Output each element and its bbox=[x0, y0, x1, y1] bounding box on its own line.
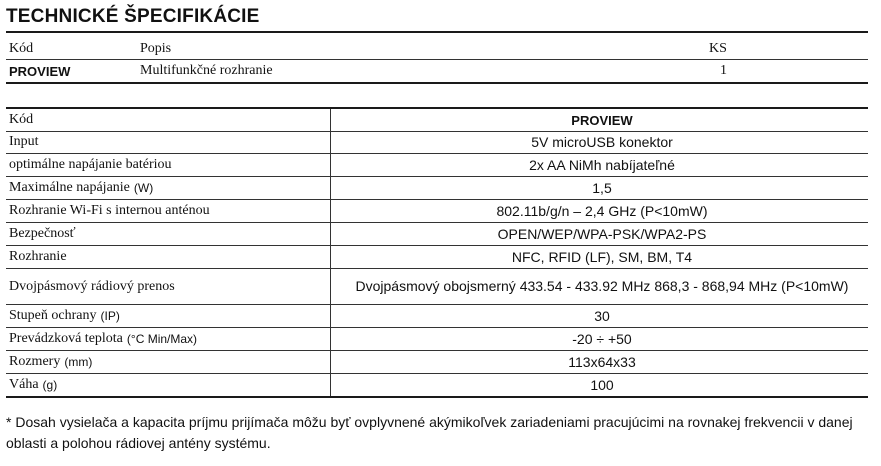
column-divider bbox=[330, 351, 331, 373]
summary-header-ks: KS bbox=[709, 41, 727, 56]
spec-value: 802.11b/g/n – 2,4 GHz (P<10mW) bbox=[496, 202, 708, 219]
column-divider bbox=[330, 305, 331, 327]
spec-label: Dvojpásmový rádiový prenos bbox=[9, 278, 175, 294]
spec-row bbox=[6, 328, 868, 351]
spec-row bbox=[6, 154, 868, 177]
spec-value: 100 bbox=[590, 376, 614, 393]
spec-value: 1,5 bbox=[592, 179, 612, 196]
spec-label: Bezpečnosť bbox=[9, 226, 76, 241]
column-divider bbox=[330, 109, 331, 131]
page-title: TECHNICKÉ ŠPECIFIKÁCIE bbox=[6, 6, 260, 27]
summary-product-row bbox=[6, 60, 868, 82]
footnote: * Dosah vysielača a kapacita príjmu prijímača môžu byť ovplyvnené akýmikoľvek zariadeniami pracujúcimi na rovnakej frekvencii v danej oblasti a polohou rádiovej antény systému. bbox=[6, 414, 853, 451]
spec-label: Váha (g) bbox=[9, 377, 58, 392]
spec-row bbox=[6, 374, 868, 398]
title-underline bbox=[6, 31, 868, 33]
summary-product-description: Multifunkčné rozhranie bbox=[140, 63, 273, 78]
spec-label: Prevádzková teplota (°C Min/Max) bbox=[9, 331, 198, 346]
spec-label: Rozhranie bbox=[9, 249, 67, 264]
spec-row bbox=[6, 131, 868, 154]
spec-label: Stupeň ochrany (IP) bbox=[9, 308, 120, 323]
column-divider bbox=[330, 154, 331, 176]
spec-header-value: PROVIEW bbox=[571, 112, 633, 128]
spec-label: Rozhranie Wi-Fi s internou anténou bbox=[9, 203, 210, 218]
column-divider bbox=[330, 200, 331, 222]
spec-label: optimálne napájanie batériou bbox=[9, 157, 172, 172]
spec-label: Rozmery (mm) bbox=[9, 354, 93, 369]
column-divider bbox=[330, 328, 331, 350]
summary-product-code: PROVIEW bbox=[9, 64, 71, 79]
spec-row bbox=[6, 351, 868, 374]
summary-bottom-rule bbox=[6, 82, 868, 84]
summary-header-row bbox=[6, 38, 868, 60]
spec-value: 113x64x33 bbox=[568, 353, 636, 370]
column-divider bbox=[330, 269, 331, 304]
summary-header-code: Kód bbox=[9, 41, 34, 56]
spec-row bbox=[6, 200, 868, 223]
column-divider bbox=[330, 131, 331, 153]
summary-header-description: Popis bbox=[140, 41, 172, 56]
spec-header-row bbox=[6, 107, 868, 132]
column-divider bbox=[330, 223, 331, 245]
summary-product-ks: 1 bbox=[720, 63, 727, 78]
spec-value: 30 bbox=[594, 307, 610, 324]
spec-value: -20 ÷ +50 bbox=[572, 330, 632, 347]
spec-row bbox=[6, 305, 868, 328]
spec-label: Maximálne napájanie (W) bbox=[9, 180, 154, 195]
spec-value: OPEN/WEP/WPA-PSK/WPA2-PS bbox=[497, 225, 707, 242]
spec-header-label: Kód bbox=[9, 112, 34, 127]
spec-row bbox=[6, 223, 868, 246]
spec-row bbox=[6, 246, 868, 269]
spec-value: Dvojpásmový obojsmerný 433.54 - 433.92 MHz 868,3 - 868,94 MHz (P<10mW) bbox=[355, 278, 849, 294]
spec-row bbox=[6, 269, 868, 305]
column-divider bbox=[330, 246, 331, 268]
spec-value: 5V microUSB konektor bbox=[531, 133, 673, 150]
column-divider bbox=[330, 177, 331, 199]
spec-value: 2x AA NiMh nabíjateľné bbox=[529, 156, 675, 173]
column-divider bbox=[330, 374, 331, 396]
spec-label: Input bbox=[9, 134, 39, 149]
spec-value: NFC, RFID (LF), SM, BM, T4 bbox=[511, 248, 693, 265]
spec-row bbox=[6, 177, 868, 200]
